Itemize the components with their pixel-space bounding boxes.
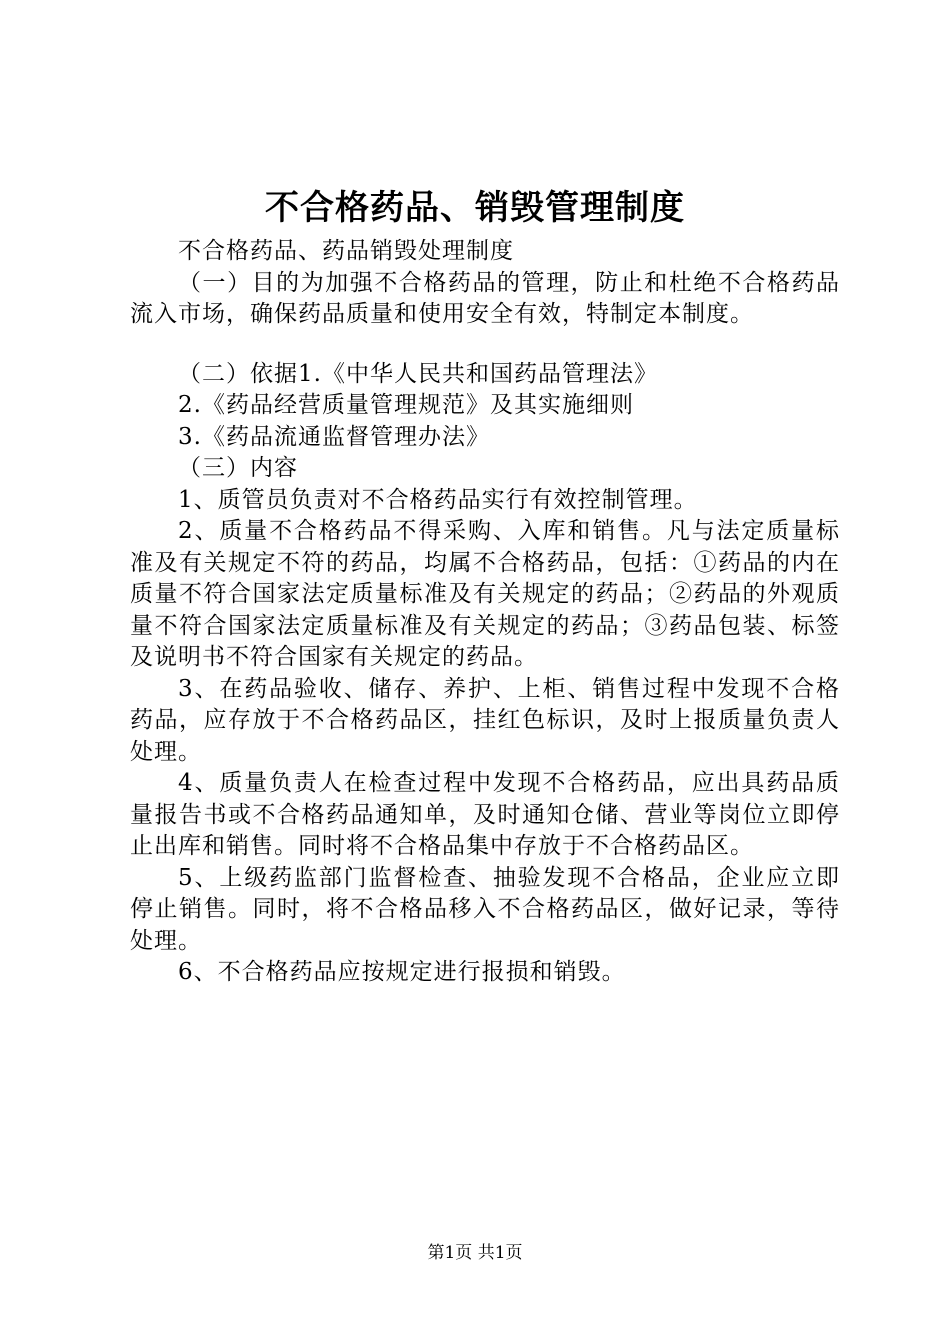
paragraph-item-3: 3、在药品验收、储存、养护、上柜、销售过程中发现不合格药品，应存放于不合格药品区，挂红色标识，及时上报质量负责人处理。 xyxy=(130,675,840,765)
paragraph-item-2: 2、质量不合格药品不得采购、入库和销售。凡与法定质量标准及有关规定不符的药品，均属不合格药品，包括：①药品的内在质量不符合国家法定质量标准及有关规定的药品；②药品的外观质量不符合国家法定质量标准及有关规定的药品；③药品包装、标签及说明书不符合国家有关规定的药品。 xyxy=(130,518,840,670)
paragraph-purpose: （一）目的为加强不合格药品的管理，防止和杜绝不合格药品流入市场，确保药品质量和使用安全有效，特制定本制度。 xyxy=(130,269,840,327)
paragraph-item-1: 1、质管员负责对不合格药品实行有效控制管理。 xyxy=(178,486,698,513)
paragraph-basis-1: （二）依据1.《中华人民共和国药品管理法》 xyxy=(178,360,658,387)
paragraph-subtitle: 不合格药品、药品销毁处理制度 xyxy=(178,238,514,264)
paragraph-item-6: 6、不合格药品应按规定进行报损和销毁。 xyxy=(178,959,626,985)
paragraph-item-4: 4、质量负责人在检查过程中发现不合格药品，应出具药品质量报告书或不合格药品通知单，及时通知仓储、营业等岗位立即停止出库和销售。同时将不合格品集中存放于不合格药品区。 xyxy=(130,770,840,859)
paragraph-basis-2: 2.《药品经营质量管理规范》及其实施细则 xyxy=(178,392,634,418)
paragraph-item-5: 5、上级药监部门监督检查、抽验发现不合格品，企业应立即停止销售。同时，将不合格品移入不合格药品区，做好记录，等待处理。 xyxy=(130,864,840,954)
paragraph-spacer xyxy=(130,331,840,359)
paragraph-basis-3: 3.《药品流通监督管理办法》 xyxy=(178,423,490,450)
document-title: 不合格药品、销毁管理制度 xyxy=(265,188,685,228)
document-body xyxy=(130,236,840,989)
paragraph-content-heading: （三）内容 xyxy=(178,455,298,481)
page-footer: 第1页 共1页 xyxy=(427,1243,523,1263)
